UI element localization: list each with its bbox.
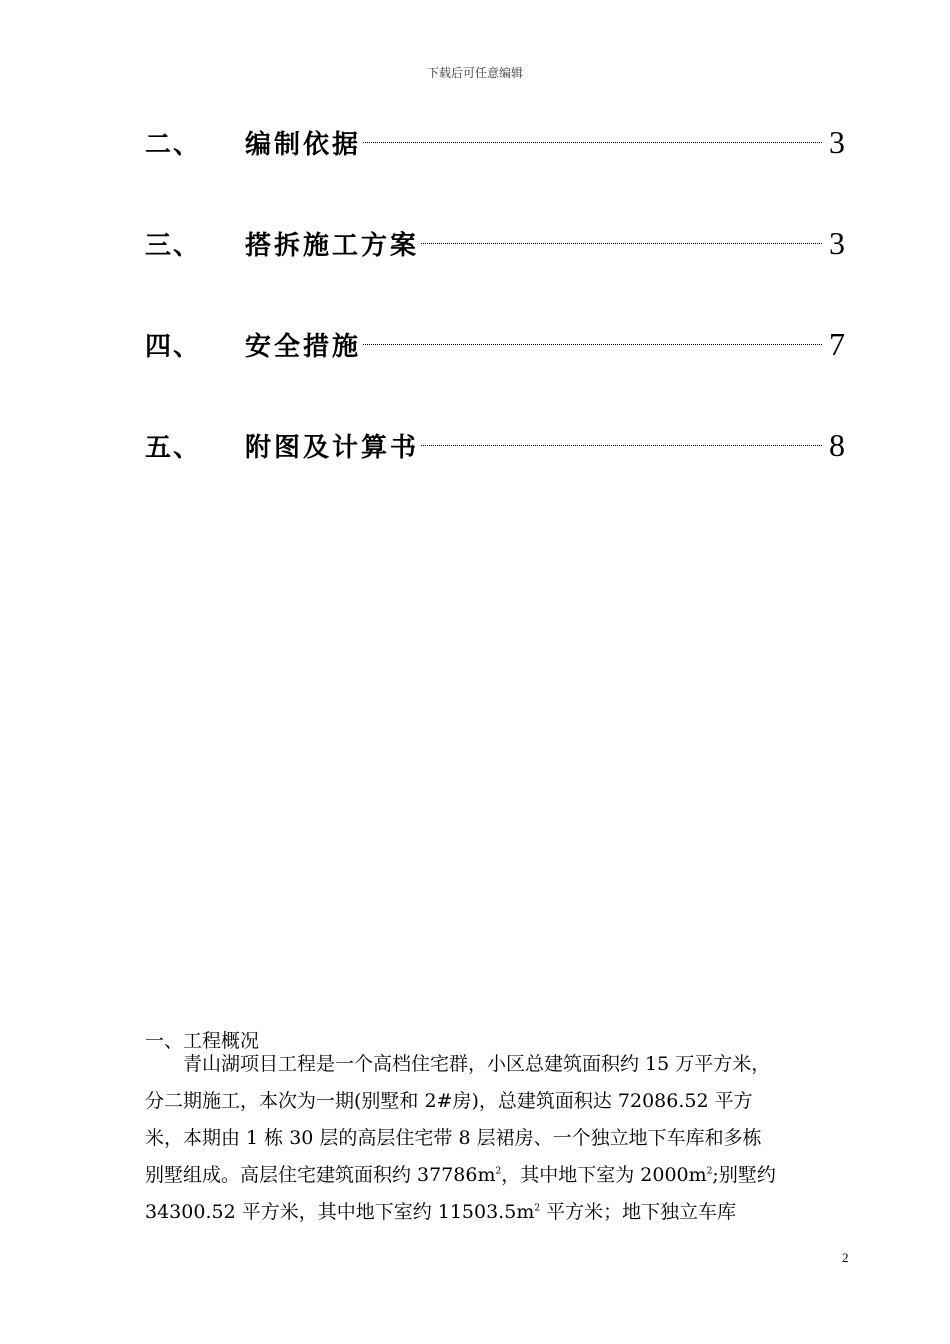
page-number: 2	[842, 1250, 849, 1265]
body-line-text: 34300.52 平方米，其中地下室约 11503.5	[145, 1201, 517, 1223]
unit-text: m	[688, 1164, 707, 1186]
toc-entry-page: 7	[829, 325, 845, 362]
body-line-text: ;别墅约	[712, 1164, 776, 1186]
toc-entry[interactable]	[145, 221, 845, 265]
header-note: 下载后可任意编辑	[426, 66, 523, 80]
body-line: 青山湖项目工程是一个高档住宅群，小区总建筑面积约 15 万平方米，	[183, 1053, 771, 1075]
body-line	[145, 1157, 860, 1194]
toc-entry-number: 五、	[145, 432, 202, 463]
toc-entry[interactable]	[145, 120, 845, 164]
unit-text: m	[516, 1201, 535, 1223]
superscript: 2	[706, 1166, 713, 1177]
body-line: 米，本期由 1 栋 30 层的高层住宅带 8 层裙房、一个独立地下车库和多栋	[145, 1127, 762, 1149]
superscript: 2	[495, 1166, 502, 1177]
body-line-text: ，其中地下室为 2000	[501, 1164, 689, 1186]
toc-entry-title: 附图及计算书	[245, 432, 420, 463]
toc-leader-line	[421, 445, 823, 446]
toc-entry-number: 三、	[145, 230, 202, 261]
toc-leader-line	[363, 142, 823, 143]
section-heading: 一、工程概况	[145, 1030, 260, 1052]
toc-entry-page: 3	[829, 123, 845, 160]
superscript: 2	[534, 1203, 541, 1214]
toc-leader-line	[421, 243, 823, 244]
toc-leader-line	[363, 344, 823, 345]
toc-entry-number: 二、	[145, 129, 202, 160]
toc-entry-title: 搭拆施工方案	[245, 230, 420, 261]
toc-entry-title: 安全措施	[245, 331, 362, 362]
toc-entry-page: 3	[829, 224, 845, 261]
toc-entry-title: 编制依据	[245, 129, 362, 160]
toc-entry-page: 8	[829, 426, 845, 463]
unit-text: m	[477, 1164, 496, 1186]
body-line-text: 平方米；地下独立车库	[540, 1201, 737, 1223]
body-paragraph	[145, 1046, 860, 1231]
body-line	[145, 1194, 860, 1231]
body-line-text: 别墅组成。高层住宅建筑面积约 37786	[145, 1164, 478, 1186]
body-line: 分二期施工，本次为一期(别墅和 2#房)，总建筑面积达 72086.52 平方	[145, 1090, 753, 1112]
toc-entry-number: 四、	[145, 331, 202, 362]
toc-entry[interactable]	[145, 322, 845, 366]
toc-entry[interactable]	[145, 423, 845, 467]
